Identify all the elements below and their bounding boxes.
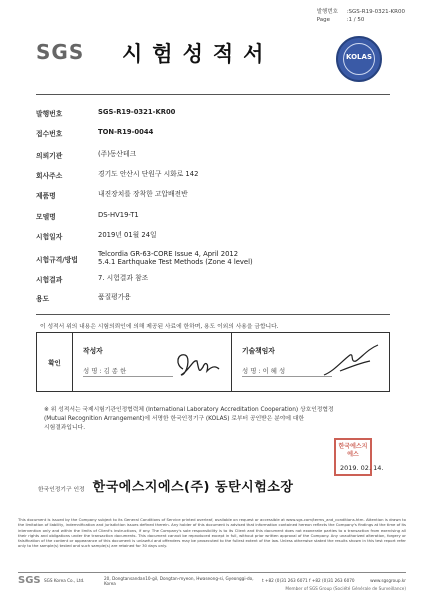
issue-date: 2019. 02. 14. bbox=[340, 464, 384, 472]
page-title: 시험성적서 bbox=[122, 42, 274, 66]
info-row-report-no bbox=[36, 108, 396, 122]
author-role: 작성자 bbox=[83, 347, 103, 355]
info-value: 7. 시험결과 참조 bbox=[98, 274, 149, 282]
page-number: 1 / 50 bbox=[348, 17, 365, 23]
author-name: 성 명 : 김 종 한 bbox=[83, 366, 173, 377]
footer bbox=[18, 575, 406, 586]
info-value: (주)동산테크 bbox=[98, 150, 137, 158]
company-stamp: 한국에스지에스 bbox=[334, 438, 372, 476]
page-label: Page bbox=[316, 17, 331, 23]
report-no: SGS-R19-0321-KR00 bbox=[348, 9, 405, 15]
kolas-seal-text: KOLAS bbox=[346, 53, 372, 61]
author-signature bbox=[169, 347, 225, 381]
info-value: 내진장치를 장착한 고압배전반 bbox=[98, 190, 188, 198]
footer-company: SGS Korea Co., Ltd. bbox=[44, 578, 85, 583]
kolas-seal-icon bbox=[336, 36, 382, 82]
header-divider bbox=[36, 94, 390, 95]
footer-sgs-logo: SGS bbox=[18, 575, 41, 586]
info-label: 의뢰기관 bbox=[36, 152, 63, 160]
info-value: 품질평가용 bbox=[98, 293, 131, 301]
footer-website: www.sgsgroup.kr bbox=[370, 578, 406, 583]
info-divider bbox=[36, 314, 390, 315]
info-label: 회사주소 bbox=[36, 172, 63, 180]
issuing-organization: 한국에스지에스(주) 동탄시험소장 bbox=[92, 480, 294, 495]
info-value-group bbox=[98, 250, 396, 266]
info-value: DS-HV19-T1 bbox=[98, 211, 139, 219]
footer-divider bbox=[18, 572, 406, 573]
approver-name: 성 명 : 이 혜 성 bbox=[242, 366, 332, 377]
info-label: 제품명 bbox=[36, 192, 56, 200]
footer-member: Member of SGS Group (Société Générale de Surveillance) bbox=[285, 586, 406, 591]
issuer bbox=[38, 476, 293, 495]
footer-phone: t +82 (0)31 263 6071 f +82 (0)31 263 6070 bbox=[262, 578, 355, 583]
info-row-address bbox=[36, 170, 396, 184]
info-label: 접수번호 bbox=[36, 130, 63, 138]
info-label: 시험결과 bbox=[36, 276, 63, 284]
info-label: 용도 bbox=[36, 295, 50, 303]
usage-note: 이 성적서 위의 내용은 시험의뢰인에 의해 제공된 사료에 한하며, 용도 이외의 사용을 금합니다. bbox=[40, 324, 279, 330]
info-value: TON-R19-0044 bbox=[98, 128, 154, 136]
info-row-test-date bbox=[36, 231, 396, 245]
info-value: 2019년 01월 24일 bbox=[98, 231, 157, 239]
disclaimer: This document is issued by the Company subject to its General Conditions of Service printed overleaf, available on request or accessible at www.sgs.com/terms_and_conditions.htm. Attention is drawn to the limitation of liability, indemnification and jurisdiction issues defined therein. Any holder of this document is advised that information contained hereon reflects the Company's findings at the time of its intervention only and within the limits of Client's instructions, if any. The Company's sole responsibility is to its Client and this document does not exonerate parties to a transaction from exercising all their rights and obligations under the transaction documents. This document cannot be reproduced except in full, without prior written approval of the Company. Any unauthorized alteration, forgery or falsification of the content or appearance of this document is unlawful and offenders may be prosecuted to the fullest extent of the law. Unless otherwise stated the results shown in this test report refer only to the sample(s) tested and such sample(s) are retained for 30 days only. bbox=[18, 517, 406, 549]
info-value: SGS-R19-0321-KR00 bbox=[98, 108, 176, 116]
accreditation-statement bbox=[44, 406, 384, 433]
info-label: 모델명 bbox=[36, 213, 56, 221]
info-label: 시험일자 bbox=[36, 233, 63, 241]
info-label: 발행번호 bbox=[36, 110, 63, 118]
legal-line: 시험결과입니다. bbox=[44, 425, 86, 431]
author-column bbox=[73, 333, 232, 391]
info-row-result bbox=[36, 274, 396, 288]
info-value: Telcordia GR-63-CORE Issue 4, April 2012 bbox=[98, 250, 239, 258]
info-value: 경기도 안산시 단원구 시화로 142 bbox=[98, 170, 199, 178]
approver-column bbox=[232, 333, 389, 391]
info-row-model bbox=[36, 211, 396, 225]
sgs-logo: SGS bbox=[36, 40, 85, 64]
approver-signature bbox=[320, 341, 384, 381]
info-row-purpose bbox=[36, 293, 396, 307]
accreditation-prefix: 한국인정기구 인정 bbox=[38, 487, 85, 493]
info-label: 시험규격/방법 bbox=[36, 256, 78, 264]
approver-role: 기술책임자 bbox=[242, 347, 275, 355]
info-value-line2: 5.4.1 Earthquake Test Methods (Zone 4 level) bbox=[98, 258, 253, 266]
confirm-label: 확인 bbox=[37, 333, 73, 391]
report-reference: 발행번호 : SGS-R19-0321-KR00 Page : 1 / 50 bbox=[316, 9, 405, 23]
info-row-receipt-no bbox=[36, 128, 396, 142]
signature-box bbox=[36, 332, 390, 392]
info-row-test-method bbox=[36, 250, 396, 270]
info-row-product bbox=[36, 190, 396, 204]
info-row-client bbox=[36, 150, 396, 164]
footer-address: 20, Dongtansandan10-gil, Dongtan-myeon, Hwaseong-si, Gyeonggi-do, Korea bbox=[104, 575, 254, 586]
report-no-label: 발행번호 bbox=[316, 9, 338, 15]
legal-line: ※ 위 성적서는 국제시험기관인정협력체 (International Laboratory Accreditation Cooperation) 상호인정협정 bbox=[44, 407, 334, 413]
legal-line: (Mutual Recognition Arrangement)에 서명한 한국인정기구 (KOLAS) 로부터 공인받은 분야에 대한 bbox=[44, 416, 305, 422]
